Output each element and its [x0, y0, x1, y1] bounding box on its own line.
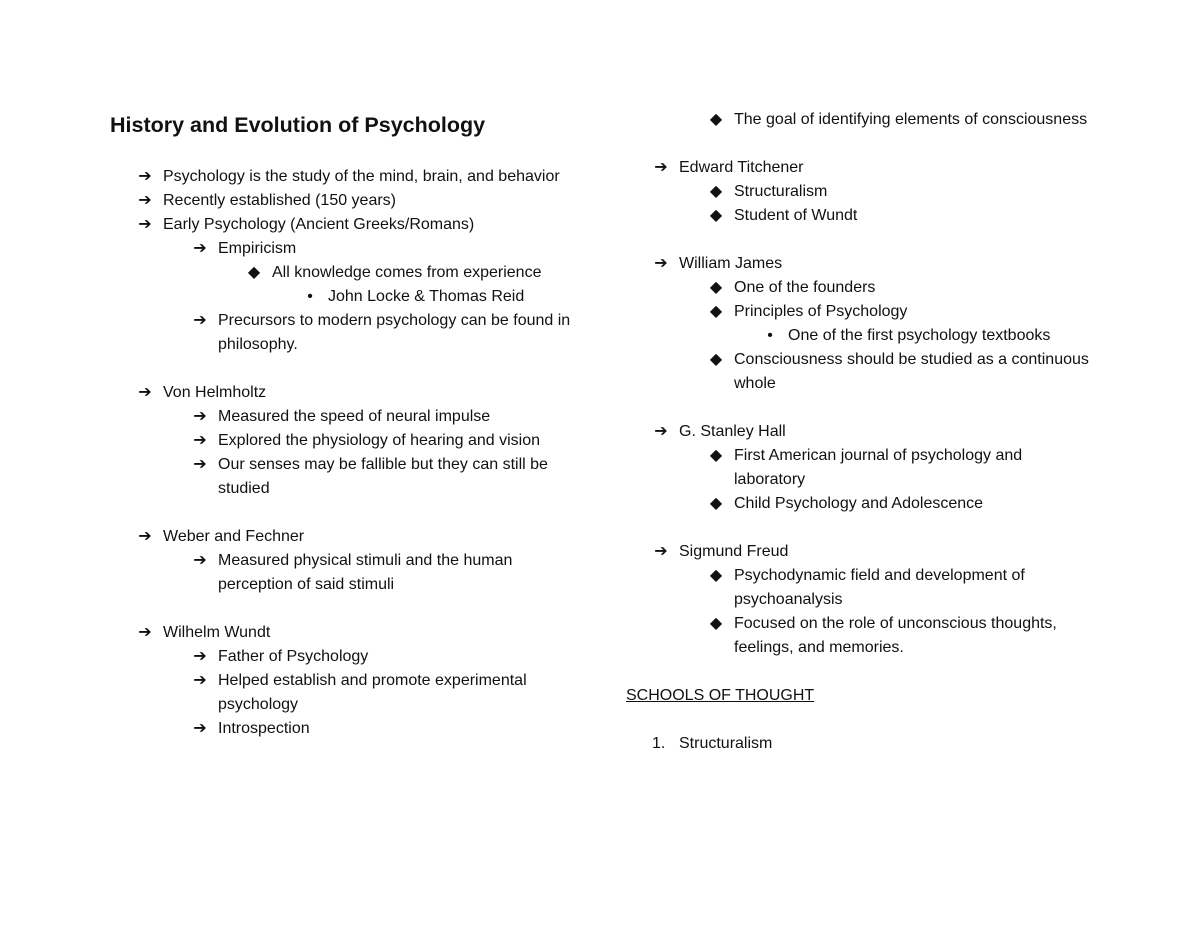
outline-item-text: One of the founders [734, 279, 876, 296]
outline-item [110, 213, 590, 237]
spacer [626, 516, 1096, 540]
right-column [626, 108, 1096, 756]
outline-item [626, 492, 1096, 516]
outline-item-text: One of the first psychology textbooks [788, 327, 1051, 344]
arrow-bullet-icon: ➔ [193, 456, 207, 473]
arrow-bullet-icon: ➔ [138, 624, 152, 641]
outline-item-text: Focused on the role of unconscious thoughts, feelings, and memories. [734, 615, 1057, 656]
spacer [626, 708, 1096, 732]
arrow-bullet-icon: ➔ [654, 423, 668, 440]
right-outline [626, 108, 1096, 684]
outline-item-text: All knowledge comes from experience [272, 264, 542, 281]
arrow-bullet-icon: ➔ [193, 672, 207, 689]
page-title: History and Evolution of Psychology [110, 113, 486, 137]
outline-item [626, 612, 1096, 660]
left-outline [110, 165, 590, 741]
schools-heading-row [626, 684, 1096, 708]
outline-item [110, 621, 590, 645]
diamond-bullet-icon: ◆ [709, 495, 723, 512]
outline-item [626, 204, 1096, 228]
outline-item [110, 453, 590, 501]
outline-item-text: Consciousness should be studied as a continuous whole [734, 351, 1089, 392]
diamond-bullet-icon: ◆ [709, 279, 723, 296]
spacer [626, 660, 1096, 684]
spacer [626, 396, 1096, 420]
arrow-bullet-icon: ➔ [193, 240, 207, 257]
outline-item [110, 549, 590, 597]
arrow-bullet-icon: ➔ [138, 192, 152, 209]
spacer [110, 597, 590, 621]
outline-item-text: Weber and Fechner [163, 528, 305, 545]
outline-item [110, 285, 590, 309]
outline-item [626, 420, 1096, 444]
arrow-bullet-icon: ➔ [654, 543, 668, 560]
diamond-bullet-icon: ◆ [709, 183, 723, 200]
outline-item-text: Recently established (150 years) [163, 192, 397, 209]
outline-item-text: Early Psychology (Ancient Greeks/Romans) [163, 216, 475, 233]
outline-item [626, 444, 1096, 492]
outline-item-text: Father of Psychology [218, 648, 369, 665]
outline-item [626, 108, 1096, 132]
diamond-bullet-icon: ◆ [709, 615, 723, 632]
diamond-bullet-icon: ◆ [709, 447, 723, 464]
outline-item-text: Explored the physiology of hearing and vision [218, 432, 540, 449]
outline-item [110, 645, 590, 669]
outline-item [110, 309, 590, 357]
outline-item-text: John Locke & Thomas Reid [328, 288, 525, 305]
outline-item [626, 564, 1096, 612]
outline-item [110, 405, 590, 429]
outline-item [110, 525, 590, 549]
arrow-bullet-icon: ➔ [138, 528, 152, 545]
arrow-bullet-icon: ➔ [138, 168, 152, 185]
diamond-bullet-icon: ◆ [709, 351, 723, 368]
outline-item-text: Introspection [218, 720, 310, 737]
spacer [110, 501, 590, 525]
outline-item-text: Our senses may be fallible but they can still be studied [218, 456, 548, 497]
outline-item-text: Psychodynamic field and development of psychoanalysis [734, 567, 1025, 608]
outline-item-text: First American journal of psychology and laboratory [734, 447, 1023, 488]
left-column [110, 110, 590, 741]
outline-item [110, 381, 590, 405]
outline-item-text: Helped establish and promote experimental psychology [218, 672, 527, 713]
diamond-bullet-icon: ◆ [709, 111, 723, 128]
outline-item-text: Structuralism [734, 183, 828, 200]
outline-item [110, 717, 590, 741]
outline-item-text: Measured the speed of neural impulse [218, 408, 491, 425]
diamond-bullet-icon: ◆ [709, 303, 723, 320]
outline-item-text: Precursors to modern psychology can be found in philosophy. [218, 312, 571, 353]
outline-item-text: Von Helmholtz [163, 384, 267, 401]
outline-item [110, 429, 590, 453]
outline-item [626, 540, 1096, 564]
outline-item-text: Student of Wundt [734, 207, 858, 224]
outline-item-text: G. Stanley Hall [679, 423, 786, 440]
outline-item [626, 180, 1096, 204]
outline-item-text: Measured physical stimuli and the human perception of said stimuli [218, 552, 513, 593]
dot-bullet-icon: • [307, 288, 313, 305]
outline-item-text: Sigmund Freud [679, 543, 789, 560]
outline-item-text: Empiricism [218, 240, 297, 257]
arrow-bullet-icon: ➔ [193, 408, 207, 425]
outline-item-text: William James [679, 255, 783, 272]
arrow-bullet-icon: ➔ [193, 552, 207, 569]
outline-item [110, 669, 590, 717]
outline-item [110, 189, 590, 213]
diamond-bullet-icon: ◆ [709, 567, 723, 584]
arrow-bullet-icon: ➔ [654, 159, 668, 176]
schools-list-item [626, 732, 1096, 756]
spacer [626, 132, 1096, 156]
spacer [626, 228, 1096, 252]
outline-item-text: Principles of Psychology [734, 303, 908, 320]
arrow-bullet-icon: ➔ [138, 216, 152, 233]
arrow-bullet-icon: ➔ [193, 720, 207, 737]
arrow-bullet-icon: ➔ [193, 648, 207, 665]
diamond-bullet-icon: ◆ [247, 264, 261, 281]
arrow-bullet-icon: ➔ [654, 255, 668, 272]
schools-list [626, 732, 1096, 756]
outline-item [626, 276, 1096, 300]
arrow-bullet-icon: ➔ [193, 312, 207, 329]
outline-item-text: Edward Titchener [679, 159, 804, 176]
outline-item [110, 237, 590, 261]
arrow-bullet-icon: ➔ [193, 432, 207, 449]
arrow-bullet-icon: ➔ [138, 384, 152, 401]
diamond-bullet-icon: ◆ [709, 207, 723, 224]
outline-item [626, 324, 1096, 348]
spacer [110, 357, 590, 381]
list-number: 1. [652, 735, 666, 752]
schools-list-item-text: Structuralism [679, 735, 773, 752]
outline-item-text: Child Psychology and Adolescence [734, 495, 984, 512]
dot-bullet-icon: • [767, 327, 773, 344]
outline-item [626, 348, 1096, 396]
outline-item [626, 252, 1096, 276]
outline-item-text: Wilhelm Wundt [163, 624, 271, 641]
outline-item [110, 261, 590, 285]
schools-heading: SCHOOLS OF THOUGHT [626, 687, 815, 704]
outline-item [110, 165, 590, 189]
outline-item-text: The goal of identifying elements of consciousness [734, 111, 1088, 128]
outline-item [626, 300, 1096, 324]
outline-item [626, 156, 1096, 180]
outline-item-text: Psychology is the study of the mind, brain, and behavior [163, 168, 560, 185]
